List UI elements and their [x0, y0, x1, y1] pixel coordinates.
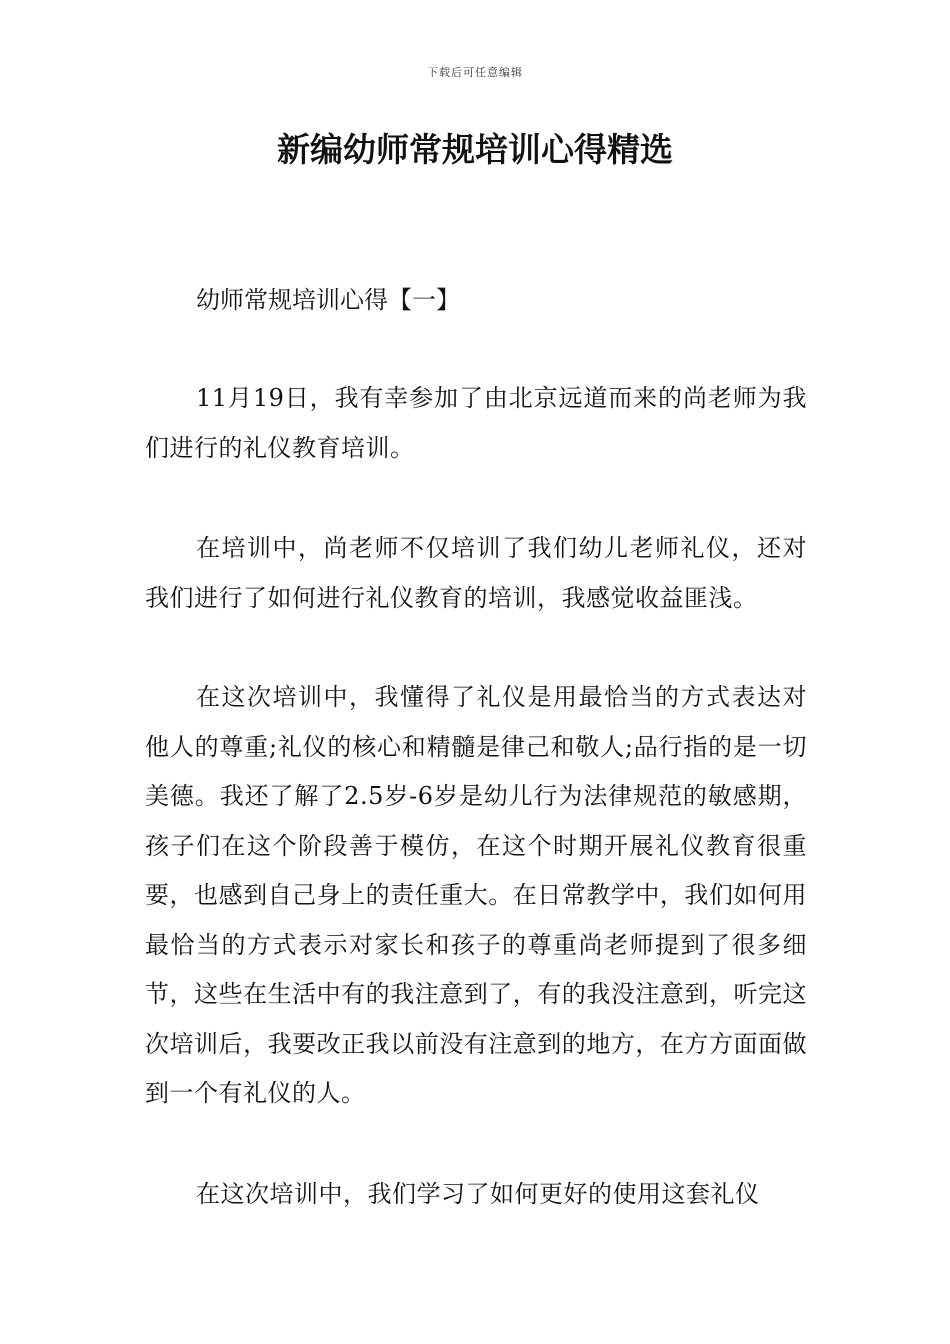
- paragraph-3: 在这次培训中，我懂得了礼仪是用最恰当的方式表达对他人的尊重;礼仪的核心和精髓是律己和敬人;品行指的是一切美德。我还了解了2.5岁-6岁是幼儿行为法律规范的敏感期，孩子们在这个阶段善于模仿，在这个时期开展礼仪教育很重要，也感到自己身上的责任重大。在日常教学中，我们如何用最恰当的方式表示对家长和孩子的尊重尚老师提到了很多细节，这些在生活中有的我注意到了，有的我没注意到，听完这次培训后，我要改正我以前没有注意到的地方，在方方面面做到一个有礼仪的人。: [145, 683, 807, 1107]
- document-title: 新编幼师常规培训心得精选: [277, 130, 673, 169]
- header-note: 下载后可任意编辑: [427, 66, 523, 79]
- paragraph-1: 11月19日，我有幸参加了由北京远道而来的尚老师为我们进行的礼仪教育培训。: [145, 384, 807, 462]
- section-heading: 幼师常规培训心得【一】: [196, 286, 460, 314]
- paragraph-2: 在培训中，尚老师不仅培训了我们幼儿老师礼仪，还对我们进行了如何进行礼仪教育的培训，我感觉收益匪浅。: [145, 534, 807, 612]
- paragraph-4: 在这次培训中，我们学习了如何更好的使用这套礼仪: [196, 1180, 760, 1208]
